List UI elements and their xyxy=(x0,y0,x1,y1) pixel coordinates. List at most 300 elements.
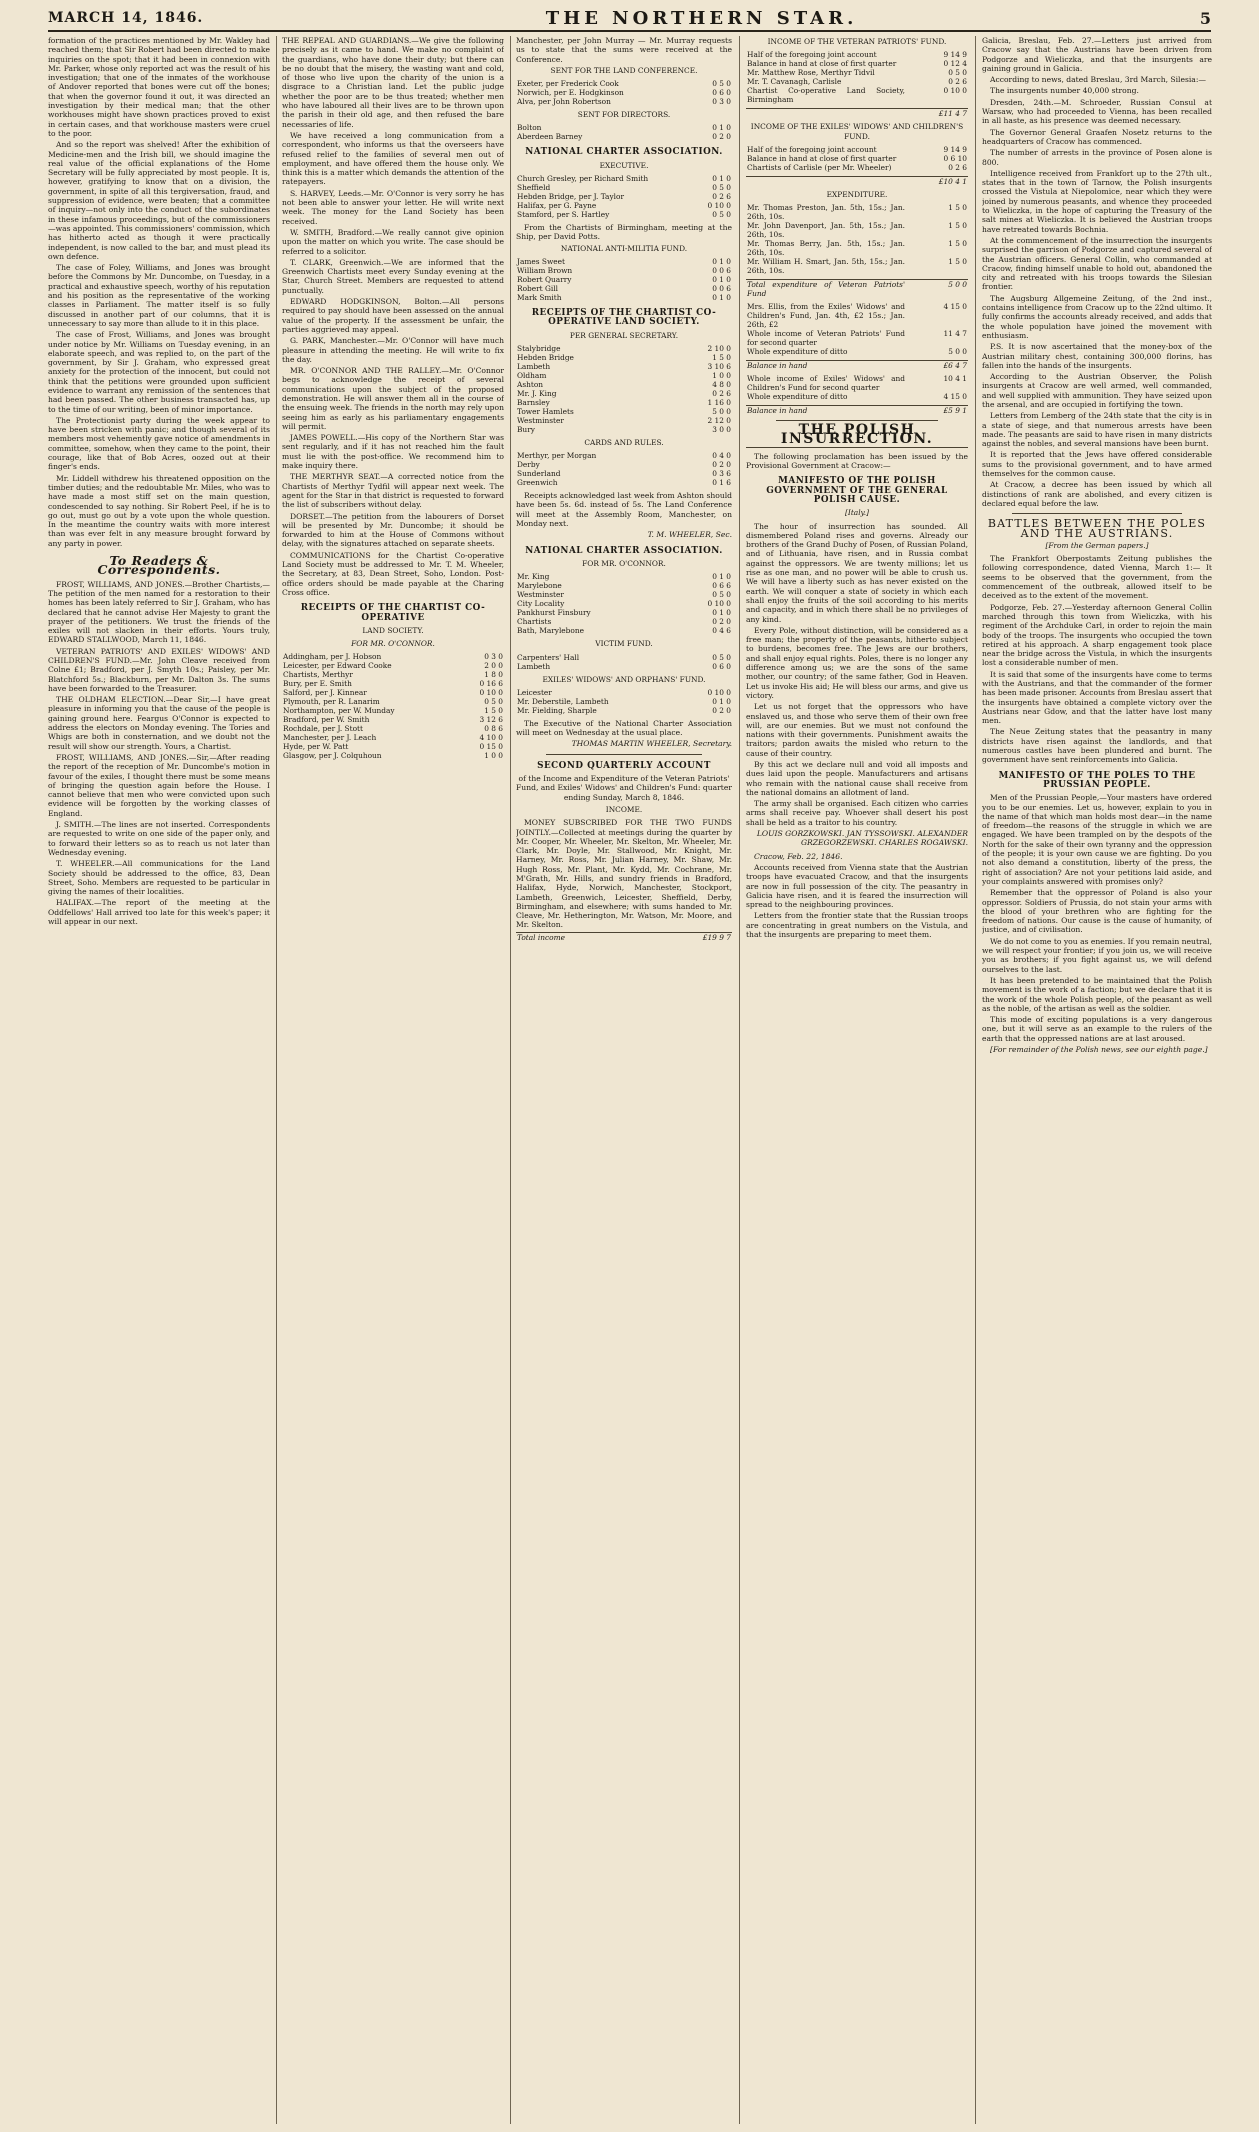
news-paragraph: P.S. It is now ascertained that the money-box of the Austrian military chest, containing 300,000 florins, has fallen into the hands of the insurgents. xyxy=(982,342,1212,370)
nca-subheading: FOR MR. O'CONNOR. xyxy=(582,558,666,568)
news-paragraph: We do not come to you as enemies. If you remain neutral, we will respect your frontier; if you join us, we will receive you as brothers; if you fight against us, we will defend ourselves to the last. xyxy=(982,936,1212,974)
exiles-fund-table xyxy=(746,145,968,172)
column-5 xyxy=(982,36,1212,2124)
accounts-note: Receipts acknowledged last week from Ashton should have been 5s. 6d. instead of 5s. The Land Conference will meet at the Assembly Room, Manchester, on Monday next. xyxy=(516,491,732,529)
account-amount: 0 1 0 xyxy=(712,174,731,184)
account-row xyxy=(516,688,732,697)
manifesto-subheading: [Italy.] xyxy=(845,508,869,518)
account-amount: 0 15 0 xyxy=(479,742,503,752)
balance-table xyxy=(746,302,968,356)
account-row xyxy=(746,50,968,59)
account-amount: 0 1 0 xyxy=(712,696,731,706)
account-item: Leicester xyxy=(517,687,552,697)
account-item: Westminster xyxy=(517,590,564,600)
account-amount: 0 2 6 xyxy=(948,77,967,87)
nca-table xyxy=(516,572,732,635)
account-amount: 2 10 0 xyxy=(707,343,731,353)
account-amount: 1 5 0 xyxy=(948,239,967,249)
account-row xyxy=(516,257,732,266)
account-row xyxy=(282,697,504,706)
nca-subheading: EXECUTIVE. xyxy=(599,160,649,170)
account-row xyxy=(746,374,968,392)
account-row xyxy=(516,572,732,581)
expenditure-total xyxy=(746,279,968,298)
account-item: Mr. Matthew Rose, Merthyr Tidvil xyxy=(747,68,875,78)
account-item: Glasgow, per J. Colquhoun xyxy=(283,751,382,761)
account-amount: 0 2 0 xyxy=(712,617,731,627)
account-row xyxy=(746,163,968,172)
account-item: Lambeth xyxy=(517,361,551,371)
news-paragraph: At Cracow, a decree has been issued by which all distinctions of rank are abolished, and every citizen is declared equal before the law. xyxy=(982,480,1212,508)
account-item: Lambeth xyxy=(517,661,551,671)
account-row xyxy=(516,88,732,97)
account-item: Whole expenditure of ditto xyxy=(747,347,848,357)
correspondence-notice: J. SMITH.—The lines are not inserted. Correspondents are requested to write on one side of the paper only, and to forward their letters so as to reach us not later than Wednesday evening. xyxy=(48,820,270,857)
newspaper-title: THE NORTHERN STAR. xyxy=(545,7,858,29)
account-row xyxy=(746,68,968,77)
account-item: Mr. John Davenport, Jan. 5th, 15s.; Jan. 26th, 10s. xyxy=(747,221,905,240)
divider xyxy=(546,754,702,755)
account-row xyxy=(516,398,732,407)
account-row xyxy=(516,608,732,617)
account-amount: 0 5 0 xyxy=(948,68,967,78)
account-amount: 0 2 0 xyxy=(712,132,731,142)
account-amount: 0 10 0 xyxy=(479,688,503,698)
news-paragraph: According to news, dated Breslau, 3rd March, Silesia:— xyxy=(990,75,1206,85)
account-row xyxy=(746,257,968,275)
account-item: Whole expenditure of ditto xyxy=(747,392,848,402)
secretary-signature: THOMAS MARTIN WHEELER, Secretary. xyxy=(571,739,732,749)
news-paragraph: Men of the Prussian People,—Your masters have ordered you to be our enemies. Let us, however, explain to you in the name of that which man holds most dear—in the name of freedom—the reasons of the struggle in which we are engaged. We have been trampled on by the despots of the North for the sake of their own tyranny and the oppression of the people; it is your own cause we are fighting. Do you not also demand a constitution, liberty of the press, the right of association? Are not your petitions laid aside, and your complaints answered with promises only? xyxy=(982,793,1212,886)
polish-paragraph: Accounts received from Vienna state that the Austrian troops have evacuated Cracow, and that the insurgents are now in full possession of the city. The peasantry in Galicia have risen, and it is feared the insurrection will spread to the neighbouring provinces. xyxy=(746,862,968,910)
account-item: Merthyr, per Morgan xyxy=(517,451,597,461)
account-item: Barnsley xyxy=(517,397,550,407)
account-row xyxy=(516,451,732,460)
account-row xyxy=(516,706,732,715)
land-receipts-subheading: PER GENERAL SECRETARY. xyxy=(569,330,679,340)
account-row xyxy=(282,706,504,715)
income-details: MONEY SUBSCRIBED FOR THE TWO FUNDS JOINTLY.—Collected at meetings during the quarter by Mr. Cooper, Mr. Wheeler, Mr. Skelton, Mr. Wheeler, Mr. Clark, Mr. Doyle, Mr. Stallwood, Mr. Knight, Mr. Harney, Mr. Ross, Mr. Julian Harney, Mr. Shaw, Mr. Hugh Ross, Mr. Plant, Mr. Kydd, Mr. Cochrane, Mr. M'Grath, Mr. Hills, and sundry friends in Bradford, Halifax, Hyde, Norwich, Manchester, Stockport, Lambeth, Greenwich, Leicester, Sheffield, Derby, Birmingham, and elsewhere; with sums handed to Mr. Cleave, Mr. Hetherington, Mr. Watson, Mr. Moore, and Mr. Skelton. xyxy=(516,818,732,930)
account-row xyxy=(516,362,732,371)
article-paragraph: Mr. Liddell withdrew his threatened opposition on the timber duties; and the redoubtable Mr. Miles, who was to have made a most stiff set on the main question, condescended to say nothing. Sir Robert Peel, if he is to go out, must go out by a vote upon the whole question. In the meantime the country waits with more interest than was ever felt in any measure brought forward by any party in power. xyxy=(48,473,270,548)
account-amount: 0 5 0 xyxy=(712,79,731,89)
polish-paragraph: By this act we declare null and void all imposts and dues laid upon the people. Manufacturers and artisans who remain with the national cause shall receive from the national domains an allotment of land. xyxy=(746,759,968,797)
account-row xyxy=(746,145,968,154)
account-row xyxy=(516,416,732,425)
account-amount: 4 15 0 xyxy=(943,392,967,402)
account-amount: 1 5 0 xyxy=(712,352,731,362)
account-item: Mr. King xyxy=(517,572,550,582)
account-amount: 0 5 0 xyxy=(712,652,731,662)
account-amount: 0 1 0 xyxy=(712,572,731,582)
accounts-note: From the Chartists of Birmingham, meeting at the Ship, per David Potts. xyxy=(516,223,732,242)
account-item: City Locality xyxy=(517,599,565,609)
account-item: Mr. Fielding, Sharple xyxy=(517,705,597,715)
account-item: Mr. Deberstile, Lambeth xyxy=(517,696,609,706)
account-item: Tower Hamlets xyxy=(517,406,574,416)
account-item: Sunderland xyxy=(517,469,561,479)
news-paragraph: Intelligence received from Frankfort up to the 27th ult., states that in the town of Tarnow, the Polish insurgents crossed the Vistula at Niepolomice, near which they were joined by numerous peasants, and whence they proceeded to Wieliczka, in the hope of capturing the Treasury of the salt mines at Wieliczka. It is believed the Austrian troops have retreated towards Bochnia. xyxy=(982,168,1212,234)
polish-paragraph: Letters from the frontier state that the Russian troops are concentrating in great numbers on the Vistula, and that the insurgents are preparing to meet them. xyxy=(746,911,968,940)
notice-paragraph: THE MERTHYR SEAT.—A corrected notice from the Chartists of Merthyr Tydfil will appear next week. The agent for the Star in that district is requested to forward the list of subscribers without delay. xyxy=(282,472,504,510)
page-number: 5 xyxy=(1199,8,1211,28)
balance-row xyxy=(746,360,968,370)
account-amount: 0 2 6 xyxy=(948,162,967,172)
account-amount: 0 6 10 xyxy=(943,153,967,163)
column-2 xyxy=(282,36,504,2124)
account-row xyxy=(516,353,732,362)
account-amount: 11 4 7 xyxy=(943,329,967,339)
account-item: Mr. J. King xyxy=(517,388,557,398)
expenditure-total-label: Total expenditure of Veteran Patriots' Fund xyxy=(747,280,905,299)
account-item: Leicester, per Edward Cooke xyxy=(283,661,392,671)
account-item: Hebden Bridge xyxy=(517,352,574,362)
battles-subheading: [From the German papers.] xyxy=(1045,540,1149,550)
income-total-label: Total income xyxy=(516,932,670,942)
continued-footnote: [For remainder of the Polish news, see our eighth page.] xyxy=(990,1044,1208,1054)
polish-paragraph: Let us not forget that the oppressors who have enslaved us, and those who serve them of their own free will, are our enemies. But we must not confound the nations with their governments. Punishment awaits the traitors; pardon awaits the misled who return to the cause of their country. xyxy=(746,702,968,758)
account-row xyxy=(746,203,968,221)
account-amount: 0 2 6 xyxy=(712,192,731,202)
account-amount: 0 1 0 xyxy=(712,608,731,618)
notice-paragraph: JAMES POWELL.—His copy of the Northern Star was sent regularly, and if it has not reached him the fault must lie with the post-office. We recommend him to make inquiry there. xyxy=(282,433,504,471)
veteran-fund-heading: INCOME OF THE VETERAN PATRIOTS' FUND. xyxy=(767,37,947,46)
account-amount: 3 12 6 xyxy=(479,715,503,725)
article-paragraph: And so the report was shelved! After the exhibition of Medicine-men and the Irish bill, we should imagine the real value of the official explanations of the Home Secretary will be fully appreciated by most people. It is, however, gratifying to know that on a division, the government, in spite of all this tergiversation, fraud, and suppression of evidence, were beaten; that a committee of inquiry—not only into the conduct of the subordinates in these infamous proceedings, but of the commissioners—was appointed. This commissioners' commission, which has hitherto acted as though it were practically independent, is now called to the bar, and must plead its own defence. xyxy=(48,140,270,261)
nca-heading: NATIONAL CHARTER ASSOCIATION. xyxy=(525,545,723,556)
account-item: James Sweet xyxy=(517,256,565,266)
account-row xyxy=(282,733,504,742)
secretary-signature: T. M. WHEELER, Sec. xyxy=(647,530,732,540)
account-amount: 0 1 0 xyxy=(712,274,731,284)
account-item: Chartists of Carlisle (per Mr. Wheeler) xyxy=(747,162,892,172)
land-receipts-subheading: CARDS AND RULES. xyxy=(584,437,664,447)
account-row xyxy=(516,469,732,478)
account-row xyxy=(516,201,732,210)
divider xyxy=(776,420,938,421)
account-amount: 0 1 6 xyxy=(712,478,731,488)
income-total-table xyxy=(516,932,732,942)
notice-paragraph: G. PARK, Manchester.—Mr. O'Connor will have much pleasure in attending the meeting. He will write to fix the day. xyxy=(282,336,504,364)
account-amount: 1 8 0 xyxy=(484,670,503,680)
account-row xyxy=(516,407,732,416)
account-row xyxy=(516,97,732,106)
section-heading-correspondents: To Readers & Correspondents. xyxy=(97,553,221,578)
account-amount: 0 3 0 xyxy=(712,97,731,107)
account-row xyxy=(516,425,732,434)
balance-row xyxy=(746,405,968,415)
nca-subheading: EXILES' WIDOWS' AND ORPHANS' FUND. xyxy=(542,674,706,684)
column-1 xyxy=(48,36,270,2124)
news-paragraph: The insurgents number 40,000 strong. xyxy=(990,86,1139,96)
account-amount: 3 10 6 xyxy=(707,361,731,371)
news-paragraph: According to the Austrian Observer, the Polish insurgents at Cracow are well armed, well commanded, and well supplied with ammunition. They have seized upon the arsenal, and are occupied in fortifying the town. xyxy=(982,372,1212,409)
notice-paragraph: We have received a long communication from a correspondent, who informs us that the overseers have refused relief to the families of several men out of employment, and have offered them the house only. We think this is a matter which demands the attention of the ratepayers. xyxy=(282,130,504,187)
account-row xyxy=(516,581,732,590)
correspondence-notice: T. WHEELER.—All communications for the Land Society should be addressed to the office, 83, Dean Street, Soho. Members are requested to be particular in giving the names of their localities. xyxy=(48,859,270,897)
account-row xyxy=(746,302,968,329)
news-paragraph: At the commencement of the insurrection the insurgents surprised the garrison of Podgorze and captured several of the Austrian officers. General Collin, who commanded at Cracow, finding himself unable to hold out, abandoned the city and retreated with his troops towards the Silesian frontier. xyxy=(982,235,1212,292)
account-row xyxy=(516,478,732,487)
receipts-heading-sub: LAND SOCIETY. xyxy=(362,625,424,635)
balance-value: £6 4 7 xyxy=(906,361,968,371)
account-amount: 1 5 0 xyxy=(948,221,967,231)
account-row xyxy=(516,293,732,302)
land-receipts-heading: RECEIPTS OF THE CHARTIST CO-OPERATIVE LAND SOCIETY. xyxy=(531,307,717,328)
account-amount: 5 0 0 xyxy=(712,406,731,416)
news-paragraph: Remember that the oppressor of Poland is also your oppressor. Soldiers of Prussia, do not stain your arms with the blood of your brethren who are fighting for the freedom of nations. Our cause is the cause of humanity, of justice, and of civilisation. xyxy=(982,888,1212,935)
balance-label: Balance in hand xyxy=(746,361,906,371)
nca-heading: NATIONAL CHARTER ASSOCIATION. xyxy=(525,147,723,158)
account-item: Northampton, per W. Munday xyxy=(283,706,395,716)
account-amount: 0 10 0 xyxy=(707,201,731,211)
nca-table xyxy=(516,174,732,219)
account-amount: 5 0 0 xyxy=(948,347,967,357)
accounts-note: The Executive of the National Charter Association will meet on Wednesday at the usual place. xyxy=(516,718,732,738)
account-item: Half of the foregoing joint account xyxy=(747,144,877,154)
account-item: Norwich, per E. Hodgkinson xyxy=(517,88,624,98)
account-amount: 4 8 0 xyxy=(712,379,731,389)
account-row xyxy=(746,329,968,347)
notice-paragraph: W. SMITH, Bradford.—We really cannot give opinion upon the matter on which you write. The case should be referred to a solicitor. xyxy=(282,227,504,256)
account-amount: 10 4 1 xyxy=(943,374,967,384)
news-paragraph: This mode of exciting populations is a very dangerous one, but it will serve as an example to the rulers of the earth that the oppressed nations are at last aroused. xyxy=(982,1015,1212,1043)
article-paragraph: The case of Foley, Williams, and Jones was brought before the Commons by Mr. Duncombe, on Tuesday, in a practical and exhaustive speech, worthy of his reputation and his position as the representative of the working classes in Parliament. The matter itself is so fully discussed in another part of our columns, that it is unnecessary to say more than allude to it in this place. xyxy=(48,263,270,328)
account-item: Bath, Marylebone xyxy=(517,626,584,636)
account-row xyxy=(746,154,968,163)
account-row xyxy=(282,742,504,751)
account-amount: 0 3 6 xyxy=(712,469,731,479)
account-item: Marylebone xyxy=(517,581,562,591)
correspondence-notice: THE OLDHAM ELECTION.—Dear Sir,—I have great pleasure in informing you that the cause of the people is gaining ground here. Feargus O'Connor is expected to address the electors on Monday evening. The Tories and Whigs are both in consternation, and we doubt not the result will show our strength. Yours, a Chartist. xyxy=(48,695,270,751)
account-amount: 0 1 0 xyxy=(712,292,731,302)
account-row xyxy=(516,79,732,88)
column-rule xyxy=(276,36,277,2124)
manifesto-heading: MANIFESTO OF THE POLISH GOVERNMENT OF THE GENERAL POLISH CAUSE. xyxy=(766,476,948,505)
account-item: Oldham xyxy=(517,370,547,380)
balance-table xyxy=(746,374,968,401)
account-row xyxy=(516,132,732,141)
account-row xyxy=(282,751,504,760)
account-item: Hyde, per W. Patt xyxy=(283,742,349,752)
account-row xyxy=(516,123,732,132)
news-paragraph: It has been pretended to be maintained that the Polish movement is the work of a faction; but we declare that it is the work of the whole Polish people, of the peasant as well as the noble, of the artisan as well as the soldier. xyxy=(982,975,1212,1013)
account-amount: 0 2 0 xyxy=(712,705,731,715)
account-row xyxy=(516,380,732,389)
accounts-subheading: SENT FOR DIRECTORS. xyxy=(577,110,671,120)
account-item: Chartists xyxy=(517,617,552,627)
account-row xyxy=(282,715,504,724)
divider xyxy=(1012,513,1182,514)
account-item: Church Gresley, per Richard Smith xyxy=(517,174,649,184)
account-amount: 1 5 0 xyxy=(484,706,503,716)
account-amount: 0 1 0 xyxy=(712,123,731,133)
account-item: Bolton xyxy=(517,123,542,133)
account-amount: 1 16 0 xyxy=(707,397,731,407)
account-amount: 0 6 0 xyxy=(712,661,731,671)
account-item: Westminster xyxy=(517,415,564,425)
accounts-table xyxy=(516,123,732,141)
news-paragraph: The Frankfort Oberpostamts Zeitung publishes the following correspondence, dated Vienna, March 1:— It seems to be observed that the government, from the commencement of the outbreak, allowed itself to be deceived as to the extent of the movement. xyxy=(982,554,1212,601)
account-item: Aberdeen Barney xyxy=(517,132,583,142)
account-amount: 9 14 9 xyxy=(943,50,967,60)
account-row xyxy=(516,617,732,626)
polish-paragraph: The army shall be organised. Each citizen who carries arms shall receive pay. Whoever shall desert his post shall be held as a traitor to his country. xyxy=(746,799,968,827)
correspondence-notice: FROST, WILLIAMS, AND JONES.—Brother Chartists,—The petition of the men named for a restoration to their homes has been lately referred to Sir J. Graham, who has declared that he cannot advise Her Majesty to grant the prayer of the petitioners. We trust the friends of the exiles will not slacken in their efforts. Yours truly, EDWARD STALLWOOD, March 11, 1846. xyxy=(48,579,270,645)
correspondence-notice: HALIFAX.—The report of the meeting at the Oddfellows' Hall arrived too late for this week's paper; it will appear in our next. xyxy=(48,898,270,927)
account-amount: 0 4 0 xyxy=(712,451,731,461)
accounts-subheading: SENT FOR THE LAND CONFERENCE. xyxy=(550,65,698,75)
expenditure-heading: EXPENDITURE. xyxy=(826,189,888,199)
account-item: Addingham, per J. Hobson xyxy=(283,652,382,662)
account-item: Salford, per J. Kinnear xyxy=(283,688,367,698)
account-amount: 1 5 0 xyxy=(948,203,967,213)
account-row xyxy=(282,661,504,670)
accounts-table xyxy=(516,79,732,106)
account-item: Stamford, per S. Hartley xyxy=(517,210,610,220)
account-amount: 0 3 0 xyxy=(484,652,503,662)
account-row xyxy=(516,626,732,635)
nca-subheading: VICTIM FUND. xyxy=(595,639,653,649)
account-item: Bury xyxy=(517,424,535,434)
notice-paragraph: DORSET.—The petition from the labourers of Dorset will be presented by Mr. Duncombe; it should be forwarded to him at the House of Commons without delay, with the signatures attached on separate sheets. xyxy=(282,511,504,549)
account-row xyxy=(516,653,732,662)
receipts-table xyxy=(282,652,504,760)
account-row xyxy=(746,239,968,257)
expenditure-total-value: 5 0 0 xyxy=(906,280,968,299)
accounts-note: Manchester, per John Murray — Mr. Murray requests us to state that the sums were received at the Conference. xyxy=(516,36,732,64)
column-rule xyxy=(975,36,976,2124)
account-row xyxy=(282,724,504,733)
account-item: Whole income of Veteran Patriots' Fund for second quarter xyxy=(747,329,905,348)
news-paragraph: It is reported that the Jews have offered considerable sums to the provisional government, and to have armed themselves for the common cause. xyxy=(982,450,1212,479)
account-amount: 0 8 6 xyxy=(484,724,503,734)
account-amount: 0 5 0 xyxy=(712,210,731,220)
balance-value: £5 9 1 xyxy=(906,406,968,416)
notice-paragraph: T. CLARK, Greenwich.—We are informed that the Greenwich Chartists meet every Sunday evening at the Star, Church Street. Members are requested to attend punctually. xyxy=(282,257,504,295)
correspondence-notice: FROST, WILLIAMS, AND JONES.—Sir,—After reading the report of the reception of Mr. Duncombe's motion in favour of the exiles, I thought there must be some means of bringing the question again before the House. I cannot believe that men who were convicted upon such evidence will be forgotten by the working classes of England. xyxy=(48,752,270,818)
account-amount: 0 5 0 xyxy=(712,590,731,600)
account-item: Balance in hand at close of first quarter xyxy=(747,153,897,163)
account-row xyxy=(516,371,732,380)
account-item: Mrs. Ellis, from the Exiles' Widows' and Children's Fund, Jan. 4th, £2 15s.; Jan. 26th, £2 xyxy=(747,302,905,330)
account-amount: 0 10 0 xyxy=(943,86,967,96)
account-row xyxy=(516,266,732,275)
nca-table xyxy=(516,257,732,302)
account-item: Robert Gill xyxy=(517,283,558,293)
account-item: Greenwich xyxy=(517,478,558,488)
account-row xyxy=(746,392,968,401)
account-item: Bradford, per W. Smith xyxy=(283,715,370,725)
account-item: Pankhurst Finsbury xyxy=(517,608,591,618)
account-row xyxy=(516,174,732,183)
column-rule xyxy=(510,36,511,2124)
nca-table xyxy=(516,653,732,671)
polish-paragraph: The following proclamation has been issued by the Provisional Government at Cracow:— xyxy=(746,451,968,471)
exiles-fund-heading: INCOME OF THE EXILES' WIDOWS' AND CHILDREN'S FUND. xyxy=(750,122,964,141)
receipts-heading: RECEIPTS OF THE CHARTIST CO-OPERATIVE xyxy=(300,603,486,623)
news-paragraph: It is said that some of the insurgents have come to terms with the Austrians, and that the commander of the former has been made prisoner. Accounts from Breslau assert that the insurgents have obtained a complete victory over the Austrians near Gdow, and that the latter have lost many men. xyxy=(982,669,1212,726)
account-amount: 0 10 0 xyxy=(707,599,731,609)
account-amount: 1 5 0 xyxy=(948,257,967,267)
account-amount: 9 14 9 xyxy=(943,144,967,154)
account-item: William Brown xyxy=(517,265,573,275)
account-amount: 0 5 0 xyxy=(484,697,503,707)
account-row xyxy=(282,688,504,697)
news-paragraph: Podgorze, Feb. 27.—Yesterday afternoon General Collin marched through this town from Wieliczka, with his regiment of the Archduke Carl, in order to rejoin the main body of the troops. The insurgents who occupied the town retired at his approach. A sharp engagement took place near the bridge across the Vistula, in which the insurgents lost a considerable number of men. xyxy=(982,602,1212,668)
account-amount: 0 16 6 xyxy=(479,679,503,689)
account-item: Manchester, per J. Leach xyxy=(283,733,377,743)
account-row xyxy=(516,460,732,469)
account-row xyxy=(746,86,968,104)
column-4 xyxy=(746,36,968,2124)
exiles-fund-total xyxy=(746,176,968,186)
notice-paragraph: S. HARVEY, Leeds.—Mr. O'Connor is very sorry he has not been able to answer your letter. He will write next week. The money for the Land Society has been received. xyxy=(282,188,504,226)
veteran-fund-total-value: £11 4 7 xyxy=(906,109,968,119)
account-item: Hebden Bridge, per J. Taylor xyxy=(517,192,624,202)
quarterly-account-heading: SECOND QUARTERLY ACCOUNT xyxy=(537,760,711,771)
polish-paragraph: The hour of insurrection has sounded. All dismembered Poland rises and governs. Already our brothers of the Grand Duchy of Posen, of Russian Poland, and of Lithuania, have risen, and in Russia combat against the oppressors. We are twenty millions; let us rise as one man, and no power will be able to crush us. We will have a liberty such as has never existed on the earth. We will conquer a state of society in which each shall enjoy the fruits of the soil according to his merits and capacity, and in which there shall be no privileges of any kind. xyxy=(746,521,968,624)
account-item: Alva, per John Robertson xyxy=(517,97,611,107)
account-item: Plymouth, per R. Lanarim xyxy=(283,697,380,707)
notice-paragraph: EDWARD HODGKINSON, Bolton.—All persons required to pay should have been assessed on the annual value of the property. If the assessment be unfair, the parties aggrieved may appeal. xyxy=(282,297,504,334)
account-amount: 2 0 0 xyxy=(484,661,503,671)
account-amount: 0 4 6 xyxy=(712,626,731,636)
account-amount: 2 12 0 xyxy=(707,415,731,425)
account-amount: 4 15 0 xyxy=(943,302,967,312)
account-row xyxy=(516,192,732,201)
account-amount: 0 5 0 xyxy=(712,183,731,193)
nca-table xyxy=(516,688,732,715)
account-row xyxy=(516,662,732,671)
notice-paragraph: MR. O'CONNOR AND THE RALLEY.—Mr. O'Connor begs to acknowledge the receipt of several communications upon the subject of the proposed demonstration. He will answer them all in the course of the ensuing week. The friends in the north may rely upon seeing him as early as his parliamentary engagements will permit. xyxy=(282,366,504,431)
account-item: Whole income of Exiles' Widows' and Children's Fund for second quarter xyxy=(747,374,905,393)
income-heading: INCOME. xyxy=(605,804,643,814)
account-amount: 4 10 0 xyxy=(479,733,503,743)
account-amount: 0 10 0 xyxy=(707,687,731,697)
account-row xyxy=(282,679,504,688)
account-amount: 0 2 6 xyxy=(712,388,731,398)
article-paragraph: formation of the practices mentioned by Mr. Wakley had reached them; that Sir Robert had been directed to make inquiries on the spot; that it had been in connexion with Mr. Parker, whose only reported act was the result of his investigation; that one of the inmates of the workhouse of Andover reported that bones were cut off the bones; that when the governor found it out, it was directed an investigation by their medical man; that the other workhouses might have shown practices proved to exist in certain cases, and that workhouse masters were cruel to the poor. xyxy=(48,36,270,138)
account-item: Chartists, Merthyr xyxy=(283,670,353,680)
manifesto-dateline: Cracow, Feb. 22, 1846. xyxy=(754,851,843,861)
account-row xyxy=(516,284,732,293)
account-amount: 1 0 0 xyxy=(712,370,731,380)
polish-insurrection-heading: THE POLISH INSURRECTION. xyxy=(746,426,968,448)
account-item: Mr. Thomas Berry, Jan. 5th, 15s.; Jan. 26th, 10s. xyxy=(747,239,905,258)
article-paragraph: The case of Frost, Williams, and Jones was brought under notice by Mr. Williams on Tuesday evening, in an elaborate speech, and was replied to, on the part of the government, by Sir J. Graham, who expressed great anxiety for the protection of the innocent, but could not think that the petitions were grounded upon sufficient evidence to warrant any remission of the sentences that had been passed. The other business transacted has, up to the time of our writing, been of minor importance. xyxy=(48,330,270,414)
account-item: Sheffield xyxy=(517,183,551,193)
account-row xyxy=(516,344,732,353)
account-row xyxy=(282,652,504,661)
account-amount: 0 1 0 xyxy=(712,256,731,266)
account-item: Balance in hand at close of first quarter xyxy=(747,59,897,69)
issue-date: MARCH 14, 1846. xyxy=(48,10,204,26)
income-total-value: £19 9 7 xyxy=(670,932,732,942)
article-paragraph: The Protectionist party during the week appear to have been stricken with panic; and though several of its members most vehemently gave notice of amendments in committee, somehow, when they came to the point, their courage, like that of Bob Acres, oozed out at their finger's ends. xyxy=(48,415,270,472)
receipts-subheading: FOR MR. O'CONNOR. xyxy=(351,639,435,649)
account-row xyxy=(516,389,732,398)
column-rule xyxy=(739,36,740,2124)
account-item: Ashton xyxy=(517,379,544,389)
news-paragraph: The Neue Zeitung states that the peasantry in many districts have risen against the landlords, and that numerous castles have been plundered and burnt. The government have sent reinforcements into Galicia. xyxy=(982,727,1212,765)
account-amount: 0 0 6 xyxy=(712,265,731,275)
news-paragraph: Galicia, Breslau, Feb. 27.—Letters just arrived from Cracow say that the Austrians have been driven from Podgorze and Wieliczka, and that the insurgents are gaining ground in Galicia. xyxy=(982,36,1212,73)
account-item: Bury, per E. Smith xyxy=(283,679,352,689)
news-paragraph: Letters from Lemberg of the 24th state that the city is in a state of siege, and that numerous arrests have been made. The peasants are said to have risen in many districts against the nobles, and several mansions have been burnt. xyxy=(982,411,1212,449)
account-item: Stalybridge xyxy=(517,343,561,353)
account-row xyxy=(746,59,968,68)
